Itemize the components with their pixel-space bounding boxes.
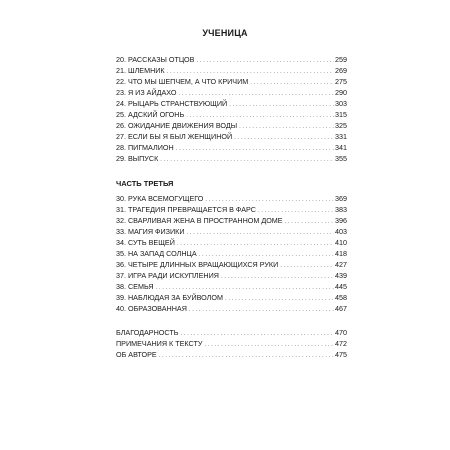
toc-entry-title: 23. Я ИЗ АЙДАХО [116,88,177,97]
toc-entry [116,65,347,76]
toc-entry-title: 35. НА ЗАПАД СОЛНЦА [116,249,197,258]
toc-section-one [116,54,347,166]
toc-entry-title: 40. ОБРАЗОВАННАЯ [116,304,187,313]
toc-entry-title: 21. ШЛЕМНИК [116,66,165,75]
toc-entry-page: 369 [335,194,347,203]
toc-entry-title: 30. РУКА ВСЕМОГУЩЕГО [116,194,204,203]
toc-entry-page: 427 [335,260,347,269]
toc-entry-page: 341 [335,143,347,152]
book-title: УЧЕНИЦА [202,28,248,38]
toc-entry [116,215,347,226]
toc-entry-title: 38. СЕМЬЯ [116,282,154,291]
toc-entry-page: 403 [335,227,347,236]
toc-entry-title: 22. ЧТО МЫ ШЕПЧЕМ, А ЧТО КРИЧИМ [116,77,249,86]
toc-entry-page: 458 [335,293,347,302]
toc-entry-page: 325 [335,121,347,130]
toc-entry [116,226,347,237]
toc-entry [116,193,347,204]
toc-entry-title: 39. НАБЛЮДАЯ ЗА БУЙВОЛОМ [116,293,223,302]
toc-entry-title: 34. СУТЬ ВЕЩЕЙ [116,238,175,247]
toc-entry-page: 355 [335,154,347,163]
toc-entry [116,292,347,303]
toc-section-two [116,193,347,316]
toc-entry-title: БЛАГОДАРНОСТЬ [116,328,179,337]
toc-entry [116,349,347,360]
toc-entry-title: 28. ПИГМАЛИОН [116,143,174,152]
toc-entry-page: 269 [335,66,347,75]
toc-entry-page: 470 [335,328,347,337]
toc-entry [116,338,347,349]
toc-entry-title: 24. РЫЦАРЬ СТРАНСТВУЮЩИЙ [116,99,228,108]
toc-entry [116,153,347,164]
toc-entry-page: 303 [335,99,347,108]
toc-leader-dots [189,305,334,316]
toc-entry-page: 315 [335,110,347,119]
toc-entry-page: 410 [335,238,347,247]
toc-entry-page: 418 [335,249,347,258]
toc-entry-title: 25. АДСКИЙ ОГОНЬ [116,110,185,119]
toc-entry-title: ОБ АВТОРЕ [116,350,157,359]
toc-entry [116,98,347,109]
toc-entry [116,303,347,314]
part-heading: ЧАСТЬ ТРЕТЬЯ [116,179,174,188]
toc-entry-page: 331 [335,132,347,141]
toc-entry [116,248,347,259]
toc-entry-title: 27. ЕСЛИ БЫ Я БЫЛ ЖЕНЩИНОЙ [116,132,233,141]
toc-entry [116,237,347,248]
toc-entry-title: 33. МАГИЯ ФИЗИКИ [116,227,185,236]
toc-entry [116,87,347,98]
toc-entry [116,327,347,338]
toc-leader-dots [159,351,334,362]
toc-entry [116,109,347,120]
toc-entry-title: 36. ЧЕТЫРЕ ДЛИННЫХ ВРАЩАЮЩИХСЯ РУКИ [116,260,279,269]
toc-entry-page: 472 [335,339,347,348]
toc-entry-title: ПРИМЕЧАНИЯ К ТЕКСТУ [116,339,203,348]
toc-section-three [116,327,347,361]
toc-entry [116,54,347,65]
toc-entry-page: 259 [335,55,347,64]
toc-entry-page: 439 [335,271,347,280]
toc-entry-title: 31. ТРАГЕДИЯ ПРЕВРАЩАЕТСЯ В ФАРС [116,205,256,214]
toc-entry-page: 275 [335,77,347,86]
toc-leader-dots [160,155,334,166]
toc-entry-title: 26. ОЖИДАНИЕ ДВИЖЕНИЯ ВОДЫ [116,121,238,130]
toc-entry-page: 290 [335,88,347,97]
toc-entry [116,131,347,142]
toc-entry [116,142,347,153]
toc-entry [116,204,347,215]
toc-entry-title: 20. РАССКАЗЫ ОТЦОВ [116,55,195,64]
toc-entry [116,270,347,281]
toc-entry-title: 37. ИГРА РАДИ ИСКУПЛЕНИЯ [116,271,219,280]
toc-entry-page: 383 [335,205,347,214]
toc-entry-title: 29. ВЫПУСК [116,154,159,163]
toc-entry-page: 396 [335,216,347,225]
toc-entry-page: 445 [335,282,347,291]
toc-entry-page: 475 [335,350,347,359]
toc-entry-page: 467 [335,304,347,313]
toc-entry [116,120,347,131]
toc-entry [116,281,347,292]
toc-entry [116,259,347,270]
toc-entry [116,76,347,87]
toc-entry-title: 32. СВАРЛИВАЯ ЖЕНА В ПРОСТРАННОМ ДОМЕ [116,216,283,225]
